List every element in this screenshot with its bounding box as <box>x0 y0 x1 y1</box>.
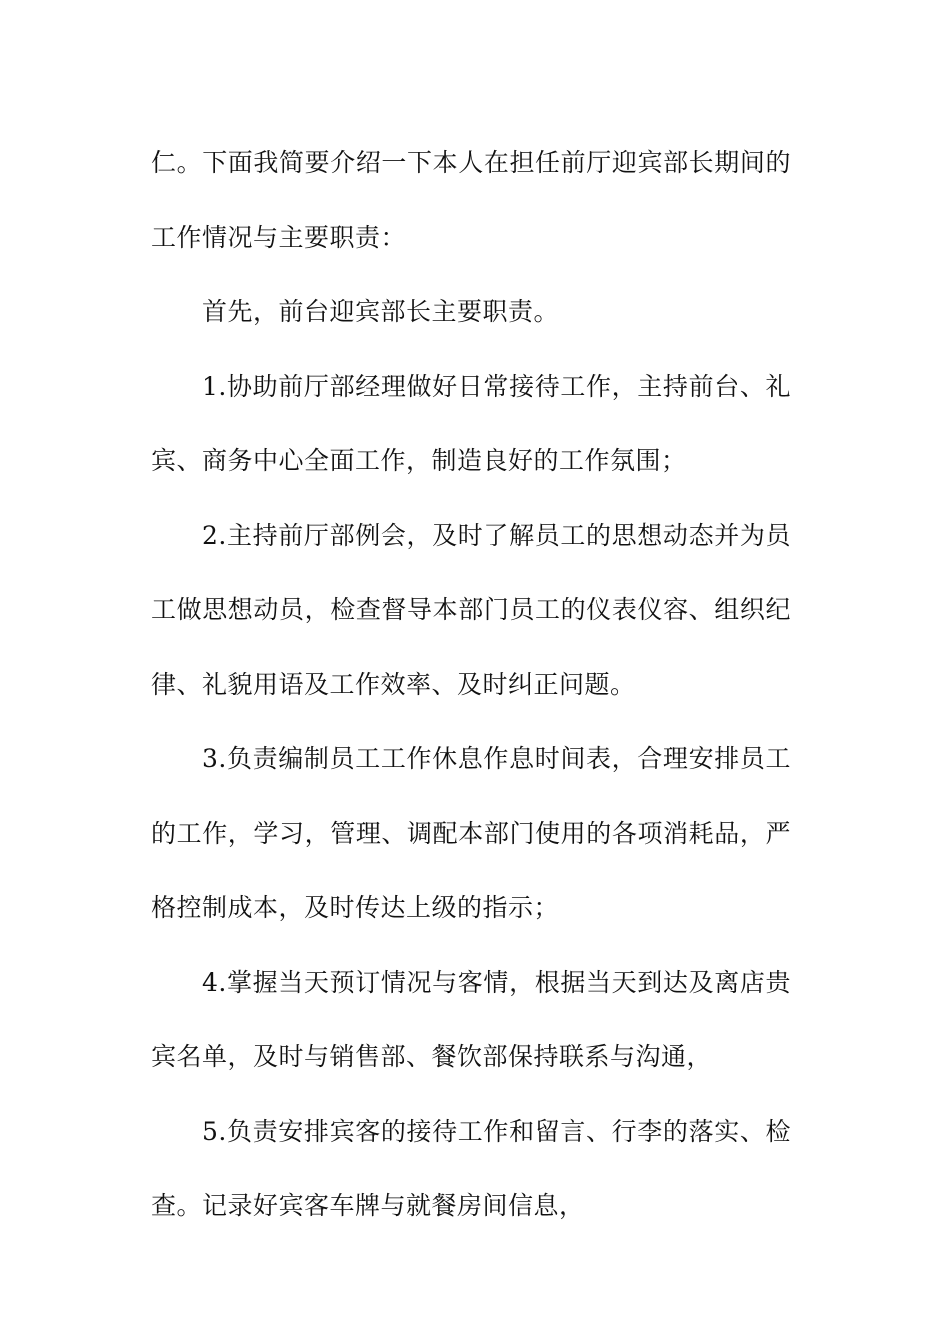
paragraph-intro: 首先，前台迎宾部长主要职责。 <box>202 297 560 326</box>
paragraph-item-5: 5.负责安排宾客的接待工作和留言、行李的落实、检查。记录好宾客车牌与就餐房间信息， <box>151 1116 791 1220</box>
paragraph-item-1: 1.协助前厅部经理做好日常接待工作，主持前台、礼宾、商务中心全面工作，制造良好的工作氛围； <box>151 371 791 475</box>
paragraph-item-3: 3.负责编制员工工作休息作息时间表，合理安排员工的工作，学习，管理、调配本部门使用的各项消耗品，严格控制成本，及时传达上级的指示； <box>151 744 791 922</box>
paragraph-item-4: 4.掌握当天预订情况与客情，根据当天到达及离店贵宾名单，及时与销售部、餐饮部保持联系与沟通， <box>151 967 791 1071</box>
paragraph-item-2: 2.主持前厅部例会，及时了解员工的思想动态并为员工做思想动员，检查督导本部门员工的仪表仪容、组织纪律、礼貌用语及工作效率、及时纠正问题。 <box>151 520 791 699</box>
paragraph-continuation: 仁。下面我简要介绍一下本人在担任前厅迎宾部长期间的工作情况与主要职责： <box>151 148 791 252</box>
document-body <box>151 126 791 1244</box>
